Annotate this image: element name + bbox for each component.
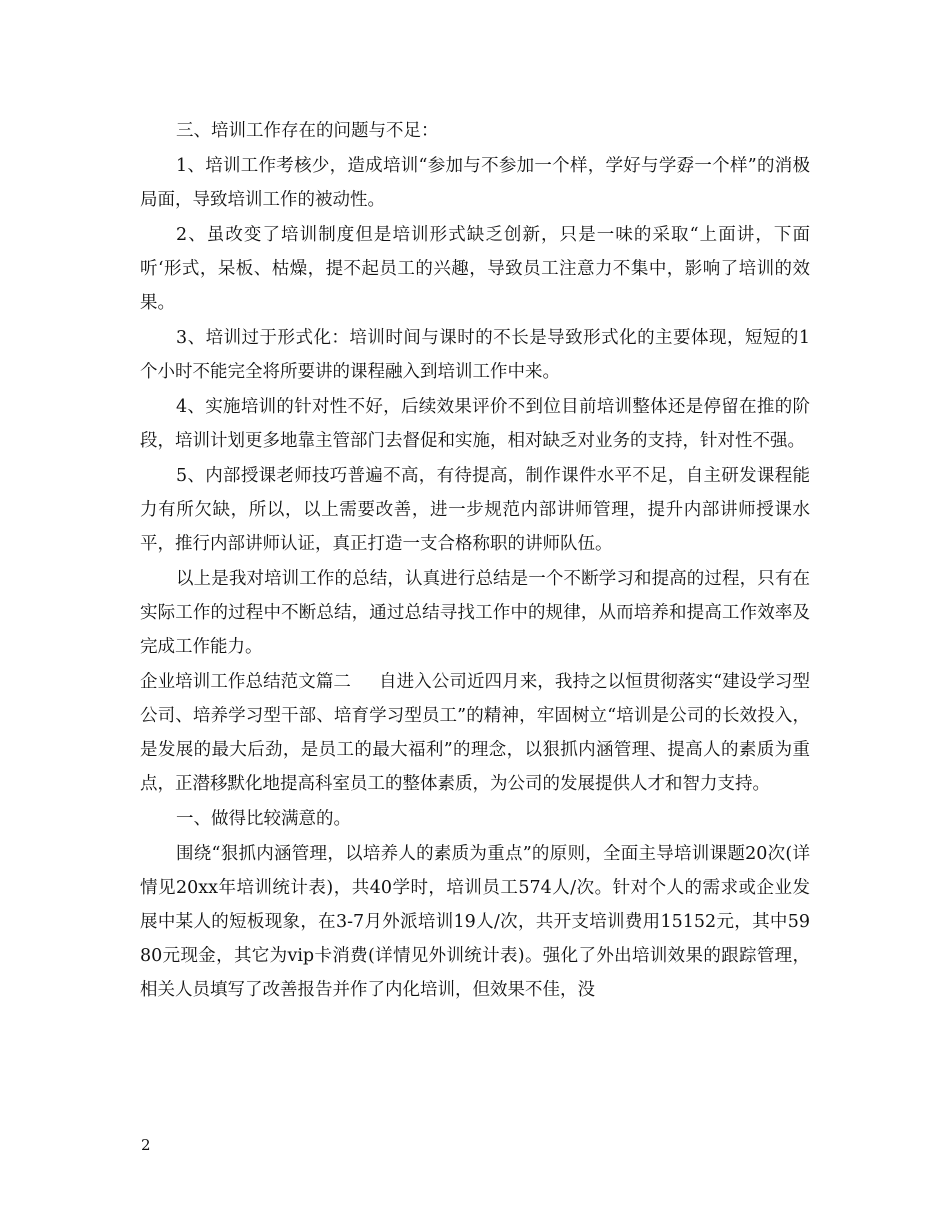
paragraph-summary: 以上是我对培训工作的总结，认真进行总结是一个不断学习和提高的过程，只有在实际工作的过程中不断总结，通过总结寻找工作中的规律，从而培养和提高工作效率及完成工作能力。 [140,569,810,657]
paragraph-problem-4: 4、实施培训的针对性不好，后续效果评价不到位目前培训整体还是停留在推的阶段，培训计划更多地靠主管部门去督促和实施，相对缺乏对业务的支持，针对性不强。 [140,397,810,451]
section-two-paragraph [140,665,810,801]
paragraph-problem-2: 2、虽改变了培训制度但是培训形式缺乏创新，只是一味的采取“上面讲，下面听‘形式，呆板、枯燥，提不起员工的兴趣，导致员工注意力不集中，影响了培训的效果。 [140,225,810,313]
section-title: 企业培训工作总结范文篇二 [140,672,352,692]
subheading-satisfied: 一、做得比较满意的。 [176,809,351,829]
paragraph-problem-5: 5、内部授课老师技巧普遍不高，有待提高，制作课件水平不足，自主研发课程能力有所欠缺，所以，以上需要改善，进一步规范内部讲师管理，提升内部讲师授课水平，推行内部讲师认证，真正打造一支合格称职的讲师队伍。 [140,466,810,554]
section-heading-problems: 三、培训工作存在的问题与不足： [176,121,439,141]
paragraph-problem-3: 3、培训过于形式化：培训时间与课时的不长是导致形式化的主要体现，短短的1个小时不能完全将所要讲的课程融入到培训工作中来。 [140,328,810,382]
page-number: 2 [141,1136,151,1154]
paragraph-training-stats: 围绕“狠抓内涵管理，以培养人的素质为重点”的原则，全面主导培训课题20次(详情见20xx年培训统计表)，共40学时，培训员工574人/次。针对个人的需求或企业发展中某人的短板现象，在3-7月外派培训19人/次，共开支培训费用15152元，其中5980元现金，其它为vip卡消费(详情见外训统计表)。强化了外出培训效果的跟踪管理，相关人员填写了改善报告并作了内化培训，但效果不佳，没 [140,844,810,1000]
document-body [140,114,810,1008]
section-intro-text: 自进入公司近四月来，我持之以恒贯彻落实“建设学习型公司、培养学习型干部、培育学习型员工”的精神，牢固树立“培训是公司的长效投入，是发展的最大后劲，是员工的最大福利”的理念，以狠抓内涵管理、提高人的素质为重点，正潜移默化地提高科室员工的整体素质，为公司的发展提供人才和智力支持。 [140,672,810,794]
paragraph-problem-1: 1、培训工作考核少，造成培训“参加与不参加一个样，学好与学孬一个样”的消极局面，导致培训工作的被动性。 [140,156,810,210]
